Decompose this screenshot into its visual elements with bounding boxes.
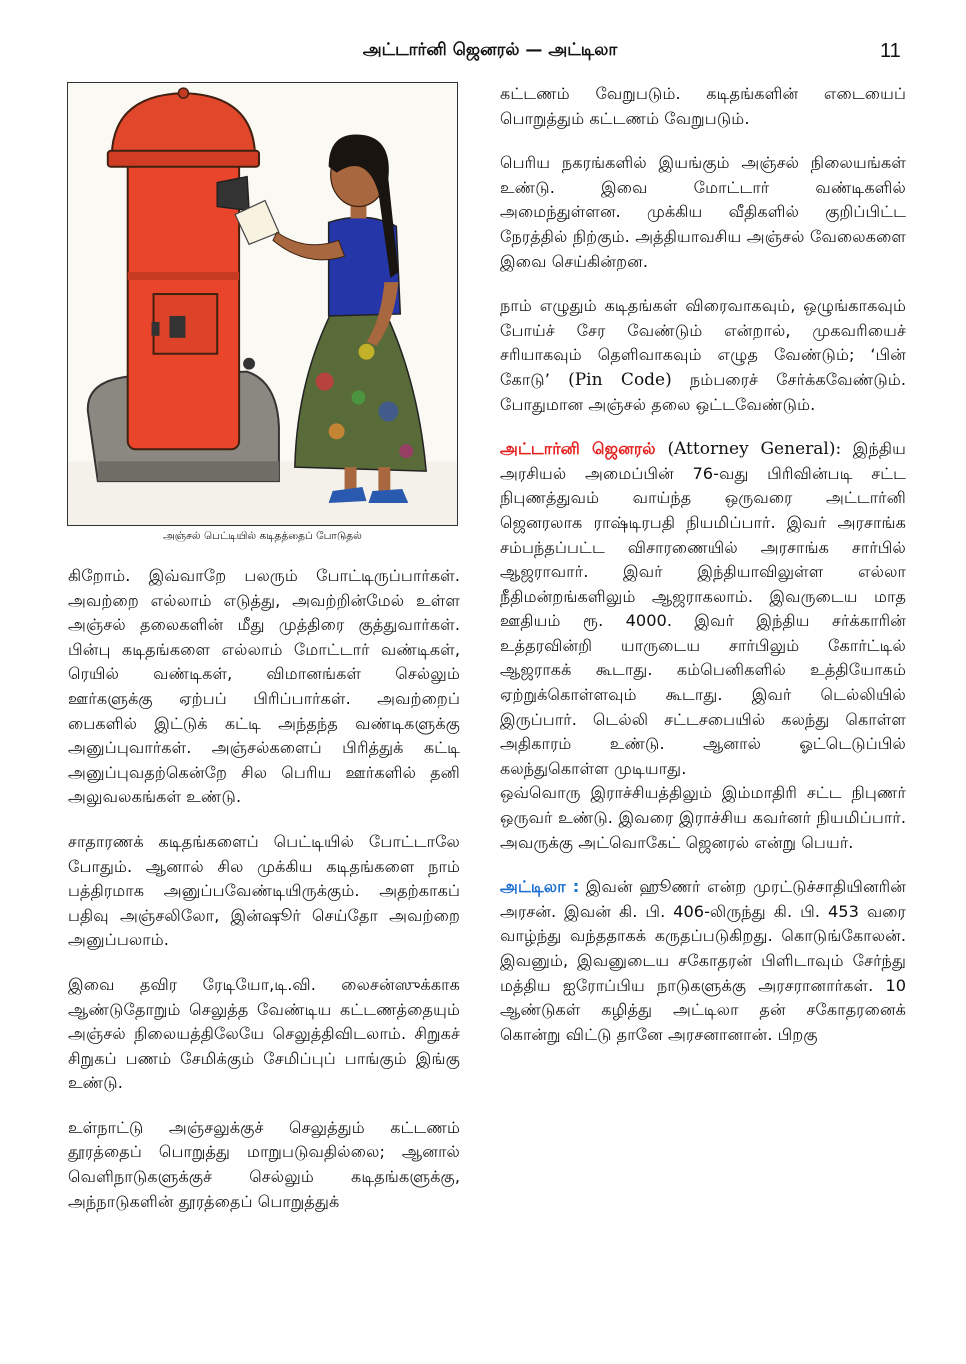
paragraph: இவை தவிர ரேடியோ,டி.வி. லைசன்ஸுக்காக ஆண்டுதோறும் செலுத்த வேண்டிய கட்டணத்தையும் அஞ்சல் நிலையத்திலேயே செலுத்திவிடலாம். சிறுகச் சிறுகப் பணம் சேமிக்கும் சேமிப்புப் பாங்கும் இங்கு உண்டு. xyxy=(68,974,460,1093)
paragraph: பெரிய நகரங்களில் இயங்கும் அஞ்சல் நிலையங்கள் உண்டு. இவை மோட்டார் வண்டிகளில் அமைந்துள்ளன. முக்கிய வீதிகளில் குறிப்பிட்ட நேரத்தில் நிற்கும். அத்தியாவசிய அஞ்சல் வேலைகளை இவை செய்கின்றன. xyxy=(500,153,906,271)
paragraph: சாதாரணக் கடிதங்களைப் பெட்டியில் போட்டாலே போதும். ஆனால் சில முக்கிய கடிதங்களை நாம் பத்திரமாக அனுப்பவேண்டியிருக்கும். அதற்காகப் பதிவு அஞ்சலிலோ, இன்ஷூர் செய்தோ அவற்றை அனுப்பலாம். xyxy=(68,831,460,950)
entry-heading-attila: அட்டிலா : xyxy=(500,877,580,897)
entry-attila xyxy=(500,875,906,1047)
entry-text: இந்திய அரசியல் அமைப்பின் 76-வது பிரிவின்படி சட்ட நிபுணத்துவம் வாய்ந்த ஒருவரை அட்டார்னி ஜெனரலாக ராஷ்டிரபதி நியமிப்பார். இவர் அரசாங்க சம்பந்தப்பட்ட விசாரணையில் அரசாங்க சார்பில் ஆஜராவார். இவர் இந்தியாவிலுள்ள எல்லா நீதிமன்றங்களிலும் ஆஜராகலாம். இவருடைய மாத ஊதியம் ரூ. 4000. இவர் இந்திய சர்க்காரின் உத்தரவின்றி யாருடைய சார்பிலும் கோர்ட்டில் ஆஜராகக் கூடாது. கம்பெனிகளில் உத்தியோகம் ஏற்றுக்கொள்ளவும் கூடாது. இவர் டெல்லியில் இருப்பார். டெல்லி சட்டசபையில் கலந்து கொள்ள அதிகாரம் உண்டு. ஆனால் ஓட்டெடுப்பில் கலந்துகொள்ள முடியாது. xyxy=(500,439,906,778)
page-number: 11 xyxy=(880,40,901,62)
pin-code-english: (Pin Code) xyxy=(568,369,672,390)
paragraph-text: நம்பரைச் சேர்க்கவேண்டும். போதுமான அஞ்சல் தலை ஒட்டவேண்டும். xyxy=(500,369,907,414)
postbox-dome xyxy=(112,93,255,155)
paragraph xyxy=(500,294,906,417)
entry-heading-attorney-general: அட்டார்னி ஜெனரல் xyxy=(500,439,656,459)
figure-caption: அஞ்சல் பெட்டியில் கடிதத்தைப் போடுதல் xyxy=(163,530,362,542)
paragraph: கட்டணம் வேறுபடும். கடிதங்களின் எடையைப் பொறுத்தும் கட்டணம் வேறுபடும். xyxy=(500,84,906,128)
paragraph: உள்நாட்டு அஞ்சலுக்குச் செலுத்தும் கட்டணம் தூரத்தைப் பொறுத்து மாறுபடுவதில்லை; ஆனால் வெளிநாடுகளுக்குச் செல்லும் கடிதங்களுக்கு, அந்நாடுகளின் தூரத்தைப் பொறுத்துக் xyxy=(68,1117,460,1211)
right-column xyxy=(500,82,906,1047)
entry-attorney-general xyxy=(500,437,906,781)
paragraph-text: நாம் எழுதும் கடிதங்கள் விரைவாகவும், ஒழுங்காகவும் போய்ச் சேர வேண்டும் என்றால், முகவரியைச் சரியாகவும் தெளிவாகவும் எழுத வேண்டும்; ‘பின் கோடு’ xyxy=(500,296,906,389)
entry-heading-english: (Attorney General): xyxy=(655,439,842,460)
left-column xyxy=(68,564,460,1214)
page-header-title: அட்டார்னி ஜெனரல் — அட்டிலா xyxy=(362,40,618,60)
illustration-girl-posting-letter xyxy=(67,82,458,526)
paragraph: கிறோம். இவ்வாறே பலரும் போட்டிருப்பார்கள். அவற்றை எல்லாம் எடுத்து, அவற்றின்மேல் உள்ள அஞ்சல் தலைகளின் மீது முத்திரை குத்துவார்கள். பின்பு கடிதங்களை எல்லாம் மோட்டார் வண்டிகள், ரெயில் வண்டிகள், விமானங்கள் செல்லும் ஊர்களுக்கு ஏற்பப் பிரிப்பார்கள். அவற்றைப் பைகளில் இட்டுக் கட்டி அந்தந்த வண்டிகளுக்கு அனுப்புவார்கள். அஞ்சல்களைப் பிரித்துக் கட்டி அனுப்புவதற்கென்றே சில பெரிய ஊர்களில் தனி அலுவலகங்கள் உண்டு. xyxy=(68,566,460,807)
paragraph: ஒவ்வொரு இராச்சியத்திலும் இம்மாதிரி சட்ட நிபுணர் ஒருவர் உண்டு. இவரை இராச்சிய கவர்னர் நியமிப்பார். அவருக்கு அட்வொகேட் ஜெனரல் என்று பெயர். xyxy=(500,783,906,852)
entry-text: இவன் ஹூணர் என்ற முரட்டுச்சாதியினரின் அரசன். இவன் கி. பி. 406-லிருந்து கி. பி. 453 வரை வாழ்ந்து வந்ததாகக் கருதப்படுகிறது. கொடுங்கோலன். இவனும், இவனுடைய சகோதரன் பிளிடாவும் சேர்ந்து மத்திய ஐரோப்பிய நாடுகளுக்கு அரசரானார்கள். 10 ஆண்டுகள் கழித்து அட்டிலா தன் சகோதரனைக் கொன்று விட்டு தானே அரசனானான். பிறகு xyxy=(500,877,907,1044)
